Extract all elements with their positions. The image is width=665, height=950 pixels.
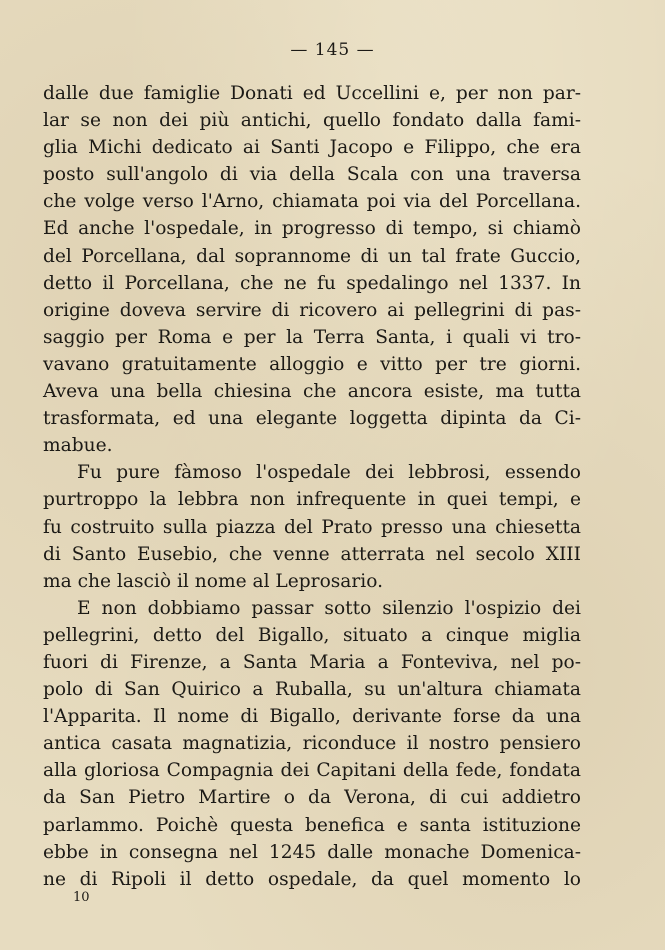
- text-line: detto il Porcellana, che ne fu spedalingo nel 1337. In: [43, 272, 581, 294]
- text-line: fuori di Firenze, a Santa Maria a Fonteviva, nel po-: [43, 651, 581, 673]
- text-line: mabue.: [43, 435, 113, 457]
- text-line: Aveva una bella chiesina che ancora esiste, ma tutta: [43, 381, 581, 403]
- text-line: origine doveva servire di ricovero ai pellegrini di pas-: [43, 299, 581, 321]
- text-line: dalle due famiglie Donati ed Uccellini e, per non par-: [43, 83, 581, 104]
- text-line: Ed anche l'ospedale, in progresso di tempo, si chiamò: [43, 218, 581, 240]
- body-text: [43, 80, 581, 893]
- text-line: del Porcellana, dal soprannome di un tal frate Guccio,: [43, 245, 581, 267]
- text-line: lar se non dei più antichi, quello fondato dalla fami-: [43, 110, 581, 132]
- text-line: trasformata, ed una elegante loggetta dipinta da Ci-: [43, 408, 581, 430]
- text-line: fu costruito sulla piazza del Prato presso una chiesetta: [43, 516, 581, 538]
- text-line: ne di Ripoli il detto ospedale, da quel momento lo: [43, 868, 581, 890]
- text-line: pellegrini, detto del Bigallo, situato a cinque miglia: [43, 624, 581, 646]
- text-line: glia Michi dedicato ai Santi Jacopo e Filippo, che era: [43, 137, 581, 159]
- signature-mark: 10: [73, 890, 90, 905]
- text-line: saggio per Roma e per la Terra Santa, i quali vi tro-: [43, 326, 581, 348]
- page-number: — 145 —: [290, 40, 375, 60]
- text-line: antica casata magnatizia, riconduce il nostro pensiero: [43, 733, 581, 755]
- text-line: ebbe in consegna nel 1245 dalle monache Domenica-: [43, 841, 581, 863]
- text-line: posto sull'angolo di via della Scala con una traversa: [43, 164, 581, 186]
- text-line: ma che lasciò il nome al Leprosario.: [43, 570, 384, 592]
- text-line: che volge verso l'Arno, chiamata poi via del Porcellana.: [43, 191, 581, 213]
- text-line: purtroppo la lebbra non infrequente in quei tempi, e: [43, 489, 581, 511]
- text-line: parlammo. Poichè questa benefica e santa istituzione: [43, 814, 581, 836]
- text-line: vavano gratuitamente alloggio e vitto per tre giorni.: [43, 353, 581, 375]
- text-line: di Santo Eusebio, che venne atterrata nel secolo XIII: [43, 543, 581, 565]
- text-line: E non dobbiamo passar sotto silenzio l'ospizio dei: [77, 597, 581, 619]
- text-line: da San Pietro Martire o da Verona, di cui addietro: [43, 787, 581, 809]
- text-line: l'Apparita. Il nome di Bigallo, derivante forse da una: [43, 706, 581, 728]
- text-line: alla gloriosa Compagnia dei Capitani della fede, fondata: [43, 760, 581, 782]
- text-line: polo di San Quirico a Ruballa, su un'altura chiamata: [43, 679, 581, 701]
- text-line: Fu pure fàmoso l'ospedale dei lebbrosi, essendo: [77, 462, 581, 484]
